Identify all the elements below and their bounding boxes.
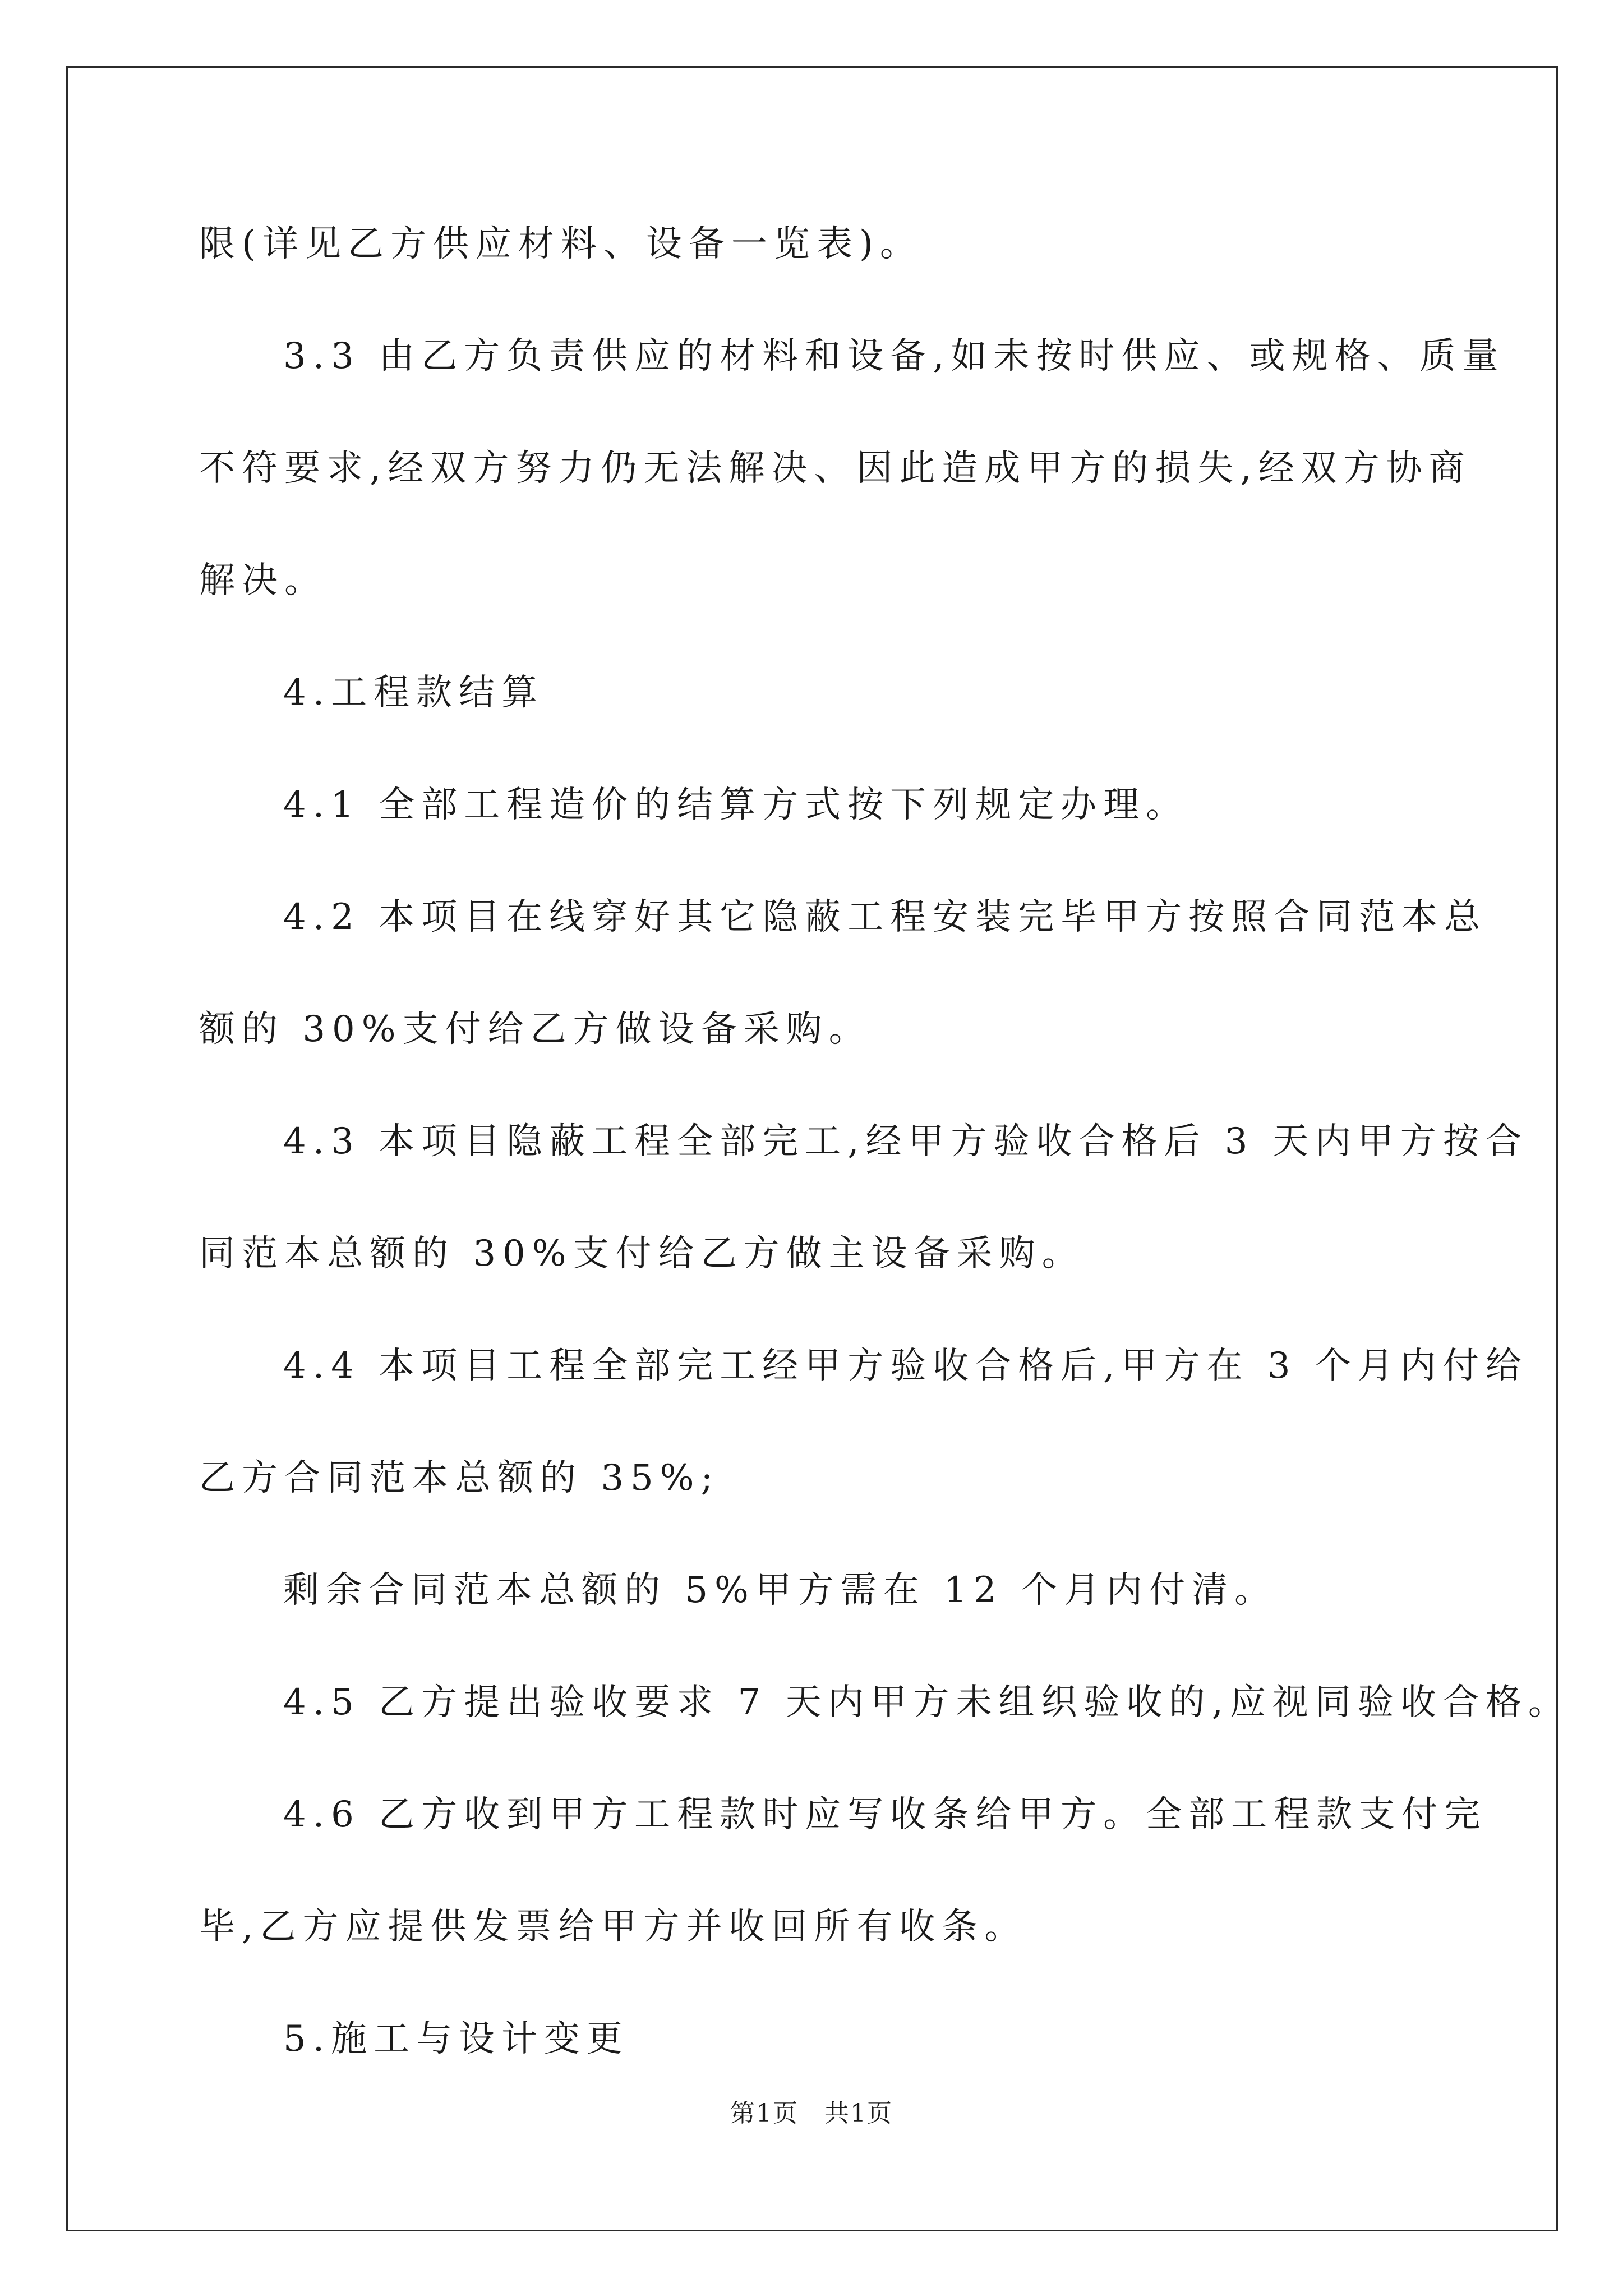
text-line: 乙方合同范本总额的 35%; (199, 1457, 720, 1499)
text-line: 额的 30%支付给乙方做设备采购。 (199, 1009, 872, 1050)
text-line: 4.3 本项目隐蔽工程全部完工,经甲方验收合格后 3 天内甲方按合 (283, 1121, 1528, 1162)
text-line: 4.2 本项目在线穿好其它隐蔽工程安装完毕甲方按照合同范本总 (283, 896, 1487, 938)
text-line: 限(详见乙方供应材料、设备一览表)。 (199, 223, 923, 265)
text-line: 4.6 乙方收到甲方工程款时应写收条给甲方。全部工程款支付完 (283, 1794, 1487, 1835)
page-footer: 第1页 共1页 (730, 2099, 893, 2128)
text-line: 不符要求,经双方努力仍无法解决、因此造成甲方的损失,经双方协商 (199, 448, 1472, 489)
text-line: 4.1 全部工程造价的结算方式按下列规定办理。 (283, 784, 1189, 826)
text-line: 毕,乙方应提供发票给甲方并收回所有收条。 (199, 1906, 1027, 1948)
text-line: 解决。 (199, 560, 327, 601)
text-line: 3.3 由乙方负责供应的材料和设备,如未按时供应、或规格、质量 (283, 335, 1505, 377)
section-heading: 4.工程款结算 (283, 672, 545, 714)
text-line: 4.4 本项目工程全部完工经甲方验收合格后,甲方在 3 个月内付给 (283, 1345, 1528, 1387)
text-line: 4.5 乙方提出验收要求 7 天内甲方未组织验收的,应视同验收合格。 (283, 1682, 1571, 1723)
text-line: 同范本总额的 30%支付给乙方做主设备采购。 (199, 1233, 1085, 1274)
section-heading: 5.施工与设计变更 (283, 2018, 630, 2060)
text-line: 剩余合同范本总额的 5%甲方需在 12 个月内付清。 (283, 1570, 1277, 1611)
